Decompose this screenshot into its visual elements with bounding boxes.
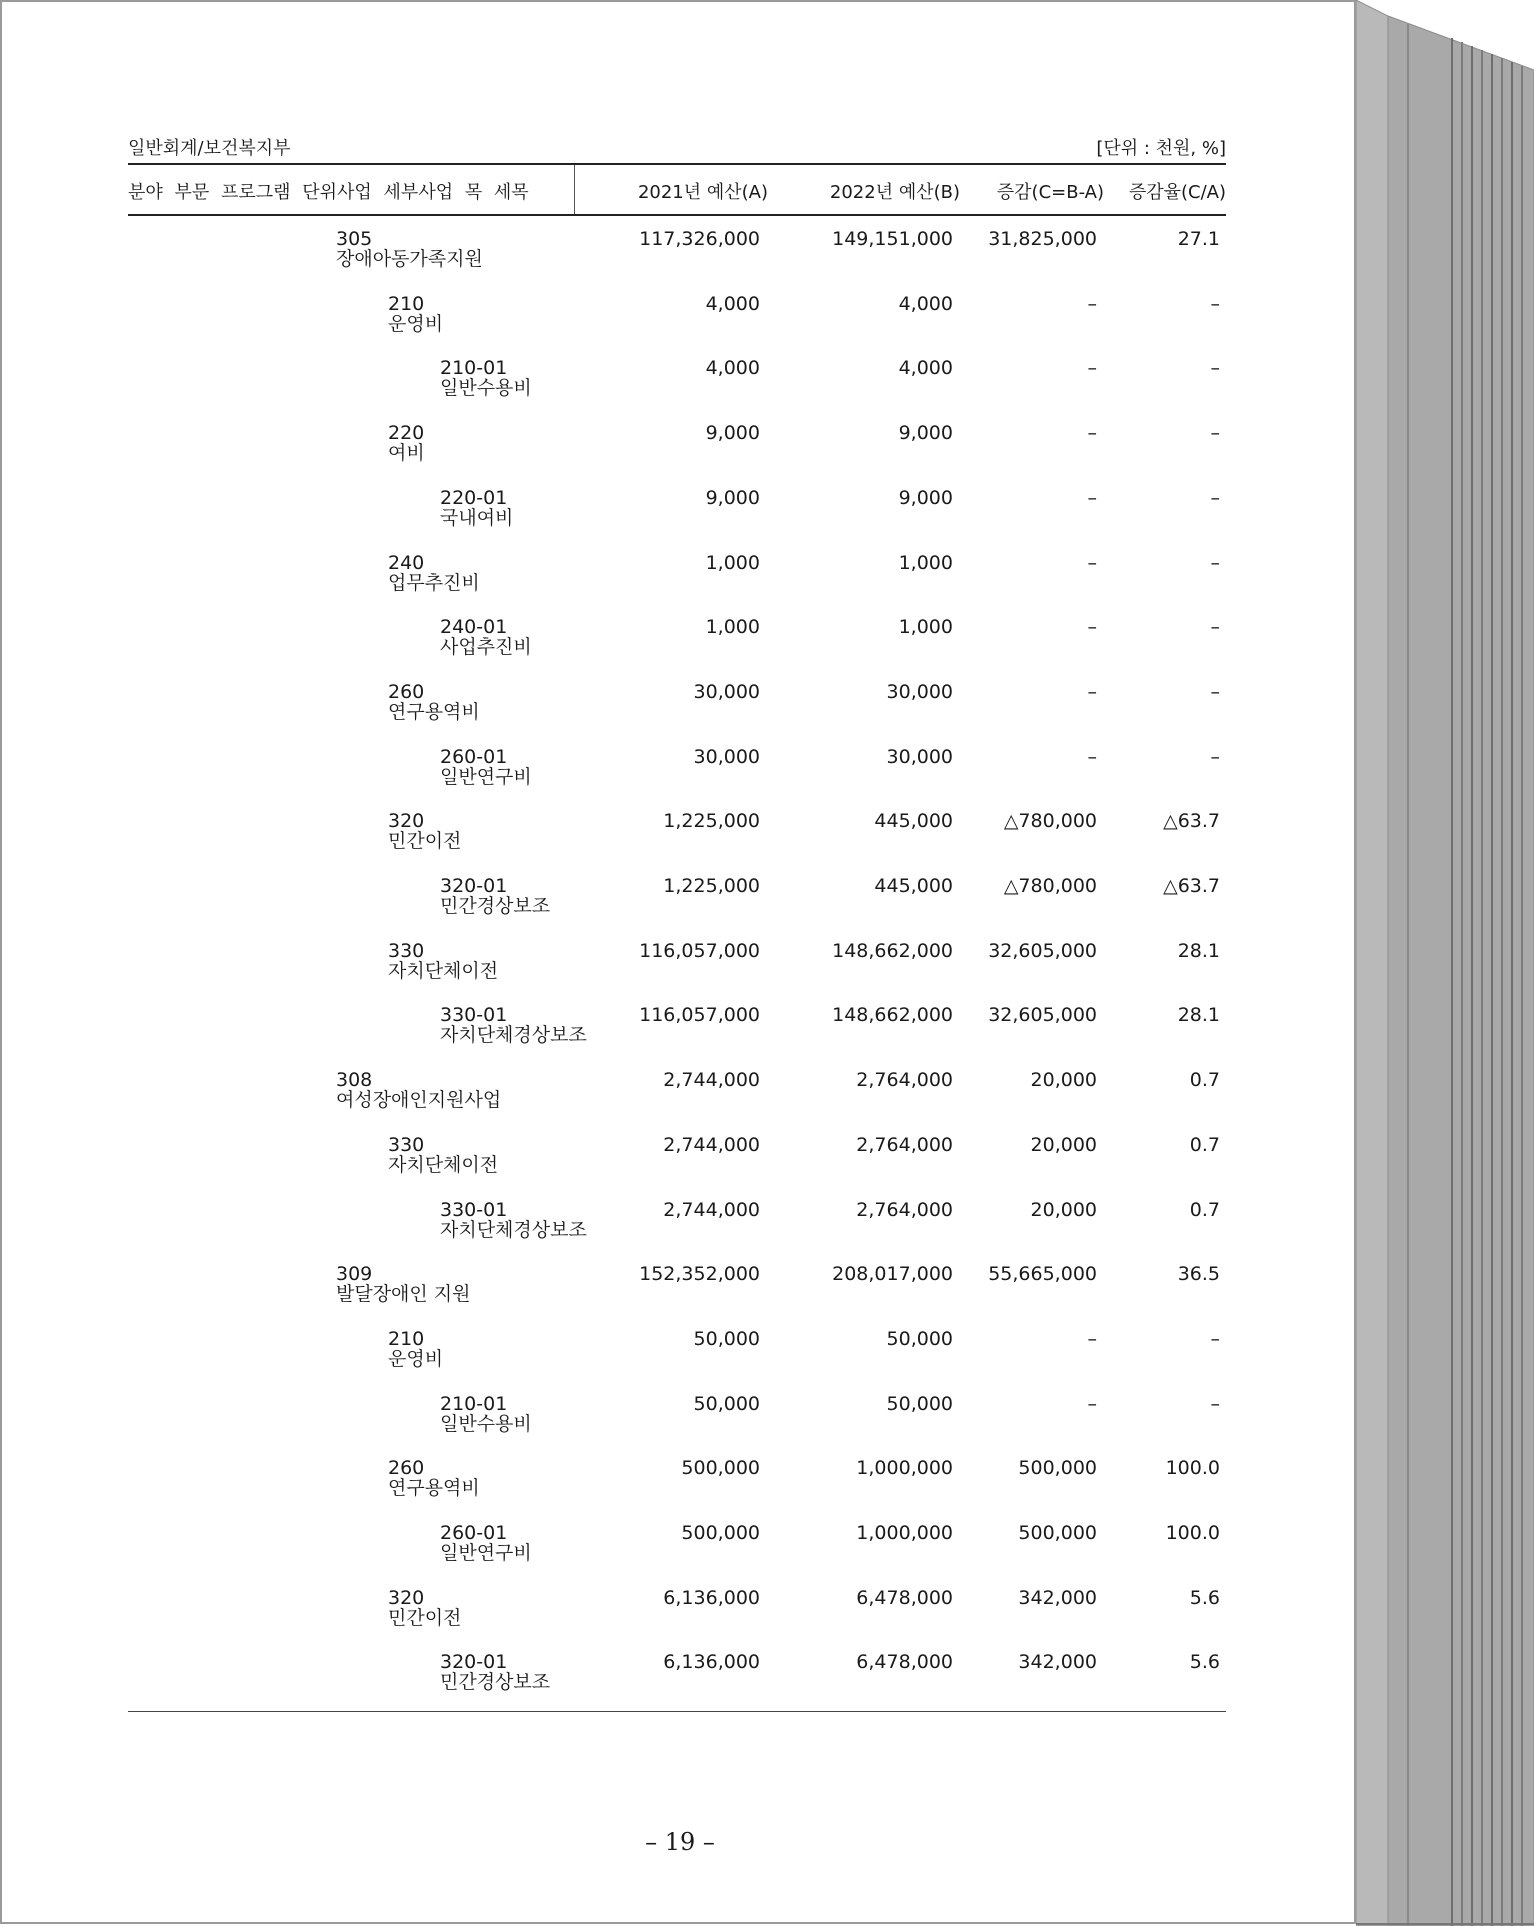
budget-2022-value: 9,000 bbox=[898, 486, 953, 509]
table-row bbox=[0, 357, 1356, 417]
increase-rate-value: 0.7 bbox=[1189, 1069, 1220, 1092]
item-code: 210 bbox=[388, 292, 425, 315]
item-code: 305 bbox=[336, 228, 373, 250]
budget-2022-value: 1,000 bbox=[898, 551, 953, 574]
budget-2022-value: 2,764,000 bbox=[856, 1069, 953, 1092]
item-code: 260 bbox=[388, 680, 425, 703]
budget-2021-value: 4,000 bbox=[705, 292, 760, 315]
increase-value: – bbox=[1087, 616, 1097, 639]
increase-value: – bbox=[1087, 551, 1097, 574]
budget-2022-value: 2,764,000 bbox=[856, 1133, 953, 1156]
item-name: 여비 bbox=[388, 442, 425, 465]
book-page-stack bbox=[1356, 0, 1534, 1926]
item-code: 330-01 bbox=[440, 1004, 508, 1027]
column-header-increase-rate: 증감율(C/A) bbox=[1128, 182, 1226, 203]
budget-2022-value: 6,478,000 bbox=[856, 1586, 953, 1609]
item-name: 일반수용비 bbox=[440, 1412, 532, 1435]
increase-rate-value: – bbox=[1210, 680, 1220, 703]
increase-rate-value: 100.0 bbox=[1165, 1522, 1220, 1544]
increase-rate-value: – bbox=[1210, 551, 1220, 574]
item-code: 320-01 bbox=[440, 875, 508, 897]
budget-2022-value: 4,000 bbox=[898, 292, 953, 315]
budget-2022-value: 1,000,000 bbox=[856, 1457, 953, 1480]
table-row bbox=[0, 487, 1356, 547]
item-code: 210-01 bbox=[440, 1392, 508, 1415]
item-name: 일반연구비 bbox=[440, 765, 532, 788]
budget-2022-value: 30,000 bbox=[886, 745, 953, 768]
budget-2021-value: 117,326,000 bbox=[639, 228, 760, 250]
budget-2021-value: 50,000 bbox=[693, 1392, 760, 1415]
table-row bbox=[0, 1587, 1356, 1647]
increase-rate-value: △63.7 bbox=[1163, 875, 1220, 897]
increase-value: – bbox=[1087, 486, 1097, 509]
increase-rate-value: 100.0 bbox=[1165, 1457, 1220, 1480]
budget-2021-value: 50,000 bbox=[693, 1327, 760, 1350]
item-code: 320 bbox=[388, 1586, 425, 1609]
increase-rate-value: 28.1 bbox=[1177, 939, 1220, 962]
budget-2022-value: 1,000,000 bbox=[856, 1522, 953, 1544]
budget-2022-value: 149,151,000 bbox=[832, 228, 953, 250]
item-name: 여성장애인지원사업 bbox=[336, 1089, 502, 1112]
item-name: 민간이전 bbox=[388, 1606, 462, 1629]
budget-2021-value: 500,000 bbox=[681, 1522, 760, 1544]
increase-rate-value: 27.1 bbox=[1177, 228, 1220, 250]
budget-2021-value: 1,000 bbox=[705, 616, 760, 639]
item-code: 330-01 bbox=[440, 1198, 508, 1221]
table-row bbox=[0, 810, 1356, 870]
increase-value: 20,000 bbox=[1030, 1069, 1097, 1092]
item-name: 자치단체이전 bbox=[388, 959, 499, 982]
account-label: 일반회계/보건복지부 bbox=[128, 138, 291, 159]
budget-2021-value: 30,000 bbox=[693, 745, 760, 768]
table-row bbox=[0, 875, 1356, 935]
budget-2021-value: 1,000 bbox=[705, 551, 760, 574]
budget-2021-value: 2,744,000 bbox=[663, 1069, 760, 1092]
table-row bbox=[0, 681, 1356, 741]
budget-2022-value: 9,000 bbox=[898, 422, 953, 445]
increase-rate-value: – bbox=[1210, 616, 1220, 639]
budget-2022-value: 50,000 bbox=[886, 1392, 953, 1415]
increase-value: – bbox=[1087, 745, 1097, 768]
item-code: 260-01 bbox=[440, 745, 508, 768]
increase-rate-value: 5.6 bbox=[1189, 1586, 1220, 1609]
increase-rate-value: – bbox=[1210, 292, 1220, 315]
item-name: 민간경상보조 bbox=[440, 895, 551, 917]
item-code: 320-01 bbox=[440, 1651, 508, 1674]
increase-rate-value: 36.5 bbox=[1177, 1263, 1220, 1286]
item-name: 자치단체이전 bbox=[388, 1153, 499, 1176]
budget-2021-value: 116,057,000 bbox=[639, 1004, 760, 1027]
item-name: 자치단체경상보조 bbox=[440, 1024, 587, 1047]
column-header-budget-2022: 2022년 예산(B) bbox=[829, 182, 960, 203]
budget-2022-value: 6,478,000 bbox=[856, 1651, 953, 1674]
increase-value: 31,825,000 bbox=[988, 228, 1097, 250]
budget-2021-value: 6,136,000 bbox=[663, 1586, 760, 1609]
item-name: 일반연구비 bbox=[440, 1542, 532, 1564]
budget-2022-value: 148,662,000 bbox=[832, 1004, 953, 1027]
page-number: – 19 – bbox=[645, 1828, 715, 1856]
item-code: 210-01 bbox=[440, 357, 508, 380]
budget-2021-value: 2,744,000 bbox=[663, 1198, 760, 1221]
unit-label: [단위 : 천원, %] bbox=[1096, 138, 1226, 159]
budget-2021-value: 152,352,000 bbox=[639, 1263, 760, 1286]
increase-rate-value: △63.7 bbox=[1163, 810, 1220, 833]
increase-rate-value: – bbox=[1210, 1392, 1220, 1415]
item-name: 운영비 bbox=[388, 1347, 444, 1370]
item-code: 330 bbox=[388, 1133, 425, 1156]
budget-2022-value: 445,000 bbox=[874, 875, 953, 897]
increase-value: △780,000 bbox=[1003, 875, 1097, 897]
table-row bbox=[0, 293, 1356, 353]
budget-2021-value: 9,000 bbox=[705, 486, 760, 509]
table-row bbox=[0, 1069, 1356, 1129]
item-code: 260 bbox=[388, 1457, 425, 1480]
budget-2021-value: 6,136,000 bbox=[663, 1651, 760, 1674]
item-name: 사업추진비 bbox=[440, 636, 532, 659]
item-name: 운영비 bbox=[388, 312, 444, 335]
table-row bbox=[0, 940, 1356, 1000]
increase-value: – bbox=[1087, 422, 1097, 445]
budget-2022-value: 30,000 bbox=[886, 680, 953, 703]
table-row bbox=[0, 422, 1356, 482]
item-name: 연구용역비 bbox=[388, 700, 480, 723]
table-row bbox=[0, 1393, 1356, 1453]
budget-2021-value: 1,225,000 bbox=[663, 875, 760, 897]
item-name: 민간경상보조 bbox=[440, 1671, 551, 1694]
header-separator bbox=[574, 165, 575, 214]
increase-rate-value: 28.1 bbox=[1177, 1004, 1220, 1027]
increase-value: – bbox=[1087, 292, 1097, 315]
increase-value: 342,000 bbox=[1018, 1651, 1097, 1674]
item-code: 220-01 bbox=[440, 486, 508, 509]
table-row bbox=[0, 746, 1356, 806]
increase-value: 32,605,000 bbox=[988, 939, 1097, 962]
increase-rate-value: – bbox=[1210, 422, 1220, 445]
increase-value: – bbox=[1087, 357, 1097, 380]
item-code: 309 bbox=[336, 1263, 373, 1286]
budget-2021-value: 30,000 bbox=[693, 680, 760, 703]
increase-rate-value: 5.6 bbox=[1189, 1651, 1220, 1674]
budget-2022-value: 2,764,000 bbox=[856, 1198, 953, 1221]
increase-value: – bbox=[1087, 1327, 1097, 1350]
budget-2021-value: 4,000 bbox=[705, 357, 760, 380]
increase-rate-value: – bbox=[1210, 1327, 1220, 1350]
budget-2021-value: 9,000 bbox=[705, 422, 760, 445]
increase-value: △780,000 bbox=[1003, 810, 1097, 833]
item-name: 국내여비 bbox=[440, 506, 514, 529]
increase-value: 342,000 bbox=[1018, 1586, 1097, 1609]
budget-2022-value: 148,662,000 bbox=[832, 939, 953, 962]
increase-rate-value: – bbox=[1210, 745, 1220, 768]
table-row bbox=[0, 1134, 1356, 1194]
budget-2021-value: 1,225,000 bbox=[663, 810, 760, 833]
column-header-budget-2021: 2021년 예산(A) bbox=[637, 182, 768, 203]
table-row bbox=[0, 1651, 1356, 1711]
budget-2022-value: 50,000 bbox=[886, 1327, 953, 1350]
item-name: 자치단체경상보조 bbox=[440, 1218, 587, 1241]
table-row bbox=[0, 1522, 1356, 1582]
increase-value: 500,000 bbox=[1018, 1522, 1097, 1544]
budget-2021-value: 2,744,000 bbox=[663, 1133, 760, 1156]
item-code: 220 bbox=[388, 422, 425, 445]
table-header-rule bbox=[128, 214, 1226, 216]
table-row bbox=[0, 228, 1356, 288]
increase-value: – bbox=[1087, 680, 1097, 703]
budget-2022-value: 1,000 bbox=[898, 616, 953, 639]
increase-value: 32,605,000 bbox=[988, 1004, 1097, 1027]
item-name: 발달장애인 지원 bbox=[336, 1283, 471, 1306]
increase-value: 55,665,000 bbox=[988, 1263, 1097, 1286]
item-code: 330 bbox=[388, 939, 425, 962]
table-row bbox=[0, 1457, 1356, 1517]
budget-2022-value: 4,000 bbox=[898, 357, 953, 380]
budget-2022-value: 208,017,000 bbox=[832, 1263, 953, 1286]
item-name: 일반수용비 bbox=[440, 377, 532, 400]
item-code: 260-01 bbox=[440, 1522, 508, 1544]
increase-value: – bbox=[1087, 1392, 1097, 1415]
table-bottom-rule bbox=[128, 1711, 1226, 1712]
budget-2022-value: 445,000 bbox=[874, 810, 953, 833]
table-row bbox=[0, 1004, 1356, 1064]
item-code: 240-01 bbox=[440, 616, 508, 639]
table-row bbox=[0, 1328, 1356, 1388]
item-code: 240 bbox=[388, 551, 425, 574]
increase-value: 500,000 bbox=[1018, 1457, 1097, 1480]
increase-value: 20,000 bbox=[1030, 1198, 1097, 1221]
table-top-rule bbox=[128, 163, 1226, 165]
budget-2021-value: 116,057,000 bbox=[639, 939, 760, 962]
item-name: 장애아동가족지원 bbox=[336, 248, 483, 270]
increase-rate-value: 0.7 bbox=[1189, 1133, 1220, 1156]
budget-2021-value: 500,000 bbox=[681, 1457, 760, 1480]
column-header-increase: 증감(C=B-A) bbox=[996, 182, 1104, 203]
column-header-classification: 분야 부문 프로그램 단위사업 세부사업 목 세목 bbox=[128, 182, 529, 203]
item-name: 민간이전 bbox=[388, 830, 462, 853]
table-row bbox=[0, 552, 1356, 612]
increase-rate-value: – bbox=[1210, 357, 1220, 380]
item-code: 308 bbox=[336, 1069, 373, 1092]
item-name: 연구용역비 bbox=[388, 1477, 480, 1500]
item-name: 업무추진비 bbox=[388, 571, 480, 594]
table-row bbox=[0, 1199, 1356, 1259]
increase-rate-value: 0.7 bbox=[1189, 1198, 1220, 1221]
increase-value: 20,000 bbox=[1030, 1133, 1097, 1156]
increase-rate-value: – bbox=[1210, 486, 1220, 509]
table-row bbox=[0, 616, 1356, 676]
item-code: 320 bbox=[388, 810, 425, 833]
item-code: 210 bbox=[388, 1327, 425, 1350]
table-row bbox=[0, 1263, 1356, 1323]
